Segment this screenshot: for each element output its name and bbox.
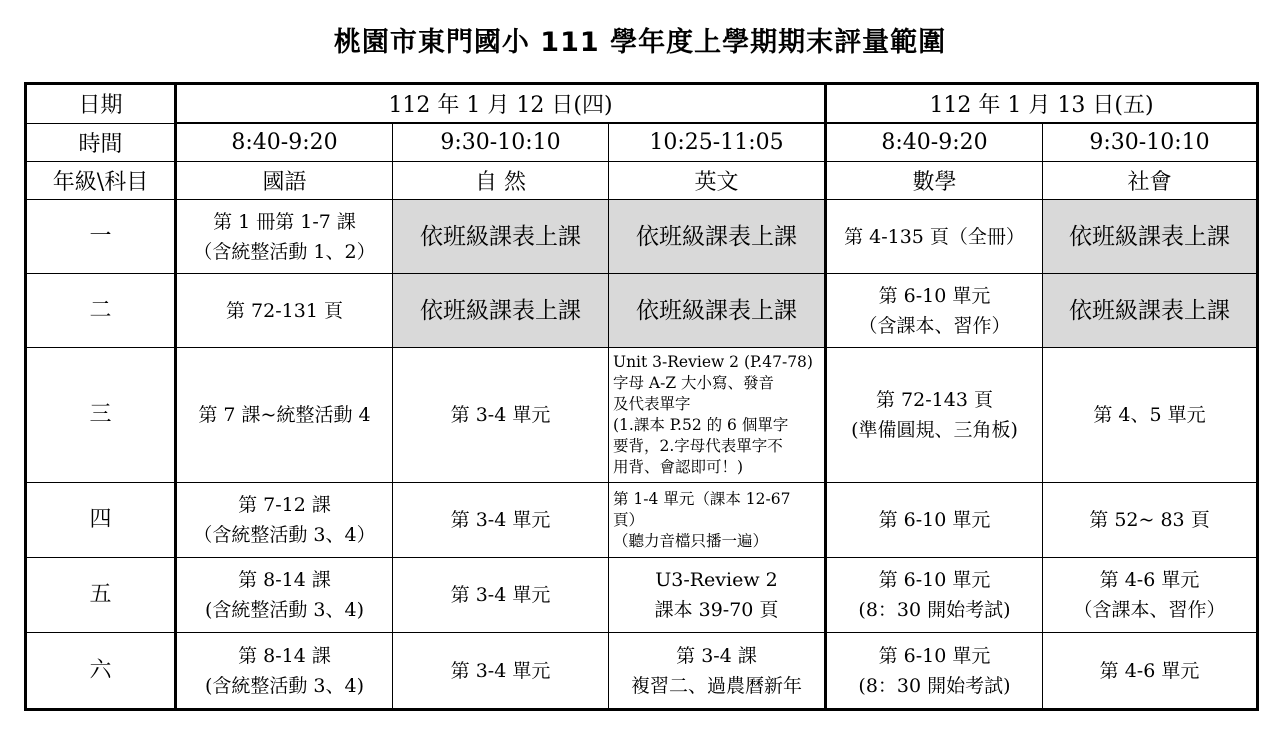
range-text: 第 52~ 83 頁 bbox=[1089, 509, 1210, 531]
subject-cell: 自 然 bbox=[393, 162, 609, 200]
range-text: 第 1 冊第 1-7 課 bbox=[213, 210, 356, 233]
range-text: (8：30 開始考試) bbox=[858, 599, 1011, 621]
time-row bbox=[26, 123, 1258, 162]
grade-label: 五 bbox=[26, 558, 176, 633]
subject-label: 年級\科目 bbox=[26, 162, 176, 200]
range-text: U3-Review 2 bbox=[655, 569, 778, 591]
exam-range-cell bbox=[826, 633, 1043, 710]
range-text: （含課本、習作） bbox=[1073, 599, 1226, 621]
grade-label: 一 bbox=[26, 200, 176, 274]
range-text: 依班級課表上課 bbox=[420, 297, 581, 324]
range-text: 依班級課表上課 bbox=[1069, 297, 1230, 324]
range-text: 第 7-12 課 bbox=[238, 494, 331, 516]
range-text: 第 7 課~統整活動 4 bbox=[198, 404, 371, 426]
range-text: 第 72-143 頁 bbox=[876, 389, 993, 411]
exam-range-cell bbox=[393, 483, 609, 558]
exam-range-cell bbox=[1043, 558, 1258, 633]
exam-range-cell bbox=[609, 274, 826, 348]
day1-header: 112 年 1 月 12 日(四) bbox=[176, 84, 826, 124]
time-cell: 9:30-10:10 bbox=[1043, 123, 1258, 162]
range-text: 第 3-4 單元 bbox=[450, 509, 551, 531]
exam-range-cell bbox=[176, 200, 393, 274]
range-text: 第 4-6 單元 bbox=[1099, 569, 1200, 591]
exam-schedule-table bbox=[24, 82, 1259, 711]
grade-row bbox=[26, 348, 1258, 483]
exam-range-cell bbox=[1043, 348, 1258, 483]
grade-label: 四 bbox=[26, 483, 176, 558]
exam-range-cell bbox=[826, 558, 1043, 633]
exam-range-cell bbox=[609, 633, 826, 710]
range-text: 第 3-4 單元 bbox=[450, 404, 551, 426]
exam-range-cell bbox=[393, 558, 609, 633]
exam-range-cell bbox=[176, 348, 393, 483]
exam-range-cell bbox=[393, 348, 609, 483]
grade-label: 二 bbox=[26, 274, 176, 348]
exam-range-cell bbox=[176, 633, 393, 710]
range-text: （含統整活動 1、2） bbox=[193, 240, 376, 263]
range-text: 第 6-10 單元 bbox=[878, 569, 991, 591]
subject-row bbox=[26, 162, 1258, 200]
day2-header: 112 年 1 月 13 日(五) bbox=[826, 84, 1258, 124]
range-text: 用背、會認即可！) bbox=[613, 458, 744, 476]
range-text: 及代表單字 bbox=[613, 395, 691, 413]
range-text: 頁） bbox=[613, 510, 645, 529]
range-text: 依班級課表上課 bbox=[636, 223, 797, 250]
range-text: (準備圓規、三角板) bbox=[851, 419, 1018, 441]
range-text: 第 4-135 頁（全冊） bbox=[844, 225, 1025, 248]
range-text: 第 6-10 單元 bbox=[878, 509, 991, 531]
date-row bbox=[26, 84, 1258, 124]
subject-cell: 社會 bbox=[1043, 162, 1258, 200]
range-text: 要背，2.字母代表單字不 bbox=[613, 437, 783, 455]
subject-cell: 英文 bbox=[609, 162, 826, 200]
subject-cell: 數學 bbox=[826, 162, 1043, 200]
subject-cell: 國語 bbox=[176, 162, 393, 200]
exam-range-cell bbox=[393, 633, 609, 710]
exam-range-cell bbox=[393, 274, 609, 348]
range-text: 第 72-131 頁 bbox=[226, 299, 343, 322]
grade-row bbox=[26, 200, 1258, 274]
range-text: （含課本、習作） bbox=[858, 314, 1011, 337]
range-text: Unit 3-Review 2 (P.47-78) bbox=[613, 353, 813, 371]
page-title: 桃園市東門國小 111 學年度上學期期末評量範圍 bbox=[333, 27, 947, 58]
exam-range-cell bbox=[176, 274, 393, 348]
exam-range-cell bbox=[826, 483, 1043, 558]
range-text: 第 4-6 單元 bbox=[1099, 659, 1200, 682]
time-cell: 10:25-11:05 bbox=[609, 123, 826, 162]
range-text: 依班級課表上課 bbox=[420, 223, 581, 250]
exam-range-cell bbox=[826, 200, 1043, 274]
exam-range-cell bbox=[1043, 483, 1258, 558]
exam-range-cell bbox=[1043, 274, 1258, 348]
range-text: (1.課本 P.52 的 6 個單字 bbox=[613, 416, 789, 434]
exam-range-cell bbox=[826, 274, 1043, 348]
range-text: 第 8-14 課 bbox=[238, 644, 331, 667]
range-text: （聽力音檔只播一遍） bbox=[613, 531, 769, 550]
grade-rows bbox=[26, 200, 1258, 710]
exam-range-cell bbox=[176, 483, 393, 558]
range-text: 字母 A-Z 大小寫、發音 bbox=[613, 374, 775, 392]
range-text: 課本 39-70 頁 bbox=[654, 599, 779, 621]
exam-range-cell bbox=[1043, 200, 1258, 274]
range-text: 第 6-10 單元 bbox=[878, 644, 991, 667]
grade-label: 六 bbox=[26, 633, 176, 710]
range-text: 第 1-4 單元（課本 12-67 bbox=[613, 489, 791, 508]
exam-range-cell bbox=[609, 348, 826, 483]
range-text: 複習二、過農曆新年 bbox=[630, 674, 802, 697]
exam-range-cell bbox=[176, 558, 393, 633]
exam-range-cell bbox=[609, 558, 826, 633]
time-cell: 9:30-10:10 bbox=[393, 123, 609, 162]
exam-range-cell bbox=[826, 348, 1043, 483]
range-text: 第 3-4 課 bbox=[676, 644, 757, 667]
range-text: 第 4、5 單元 bbox=[1093, 404, 1206, 426]
range-text: (含統整活動 3、4) bbox=[204, 674, 365, 697]
range-text: 第 3-4 單元 bbox=[450, 659, 551, 682]
time-label: 時間 bbox=[26, 123, 176, 162]
grade-row bbox=[26, 633, 1258, 710]
grade-row bbox=[26, 558, 1258, 633]
range-text: 依班級課表上課 bbox=[636, 297, 797, 324]
grade-row bbox=[26, 483, 1258, 558]
time-cell: 8:40-9:20 bbox=[176, 123, 393, 162]
range-text: （含統整活動 3、4） bbox=[193, 524, 376, 546]
range-text: 第 6-10 單元 bbox=[878, 284, 991, 307]
range-text: 第 3-4 單元 bbox=[450, 584, 551, 606]
exam-range-cell bbox=[609, 200, 826, 274]
grade-row bbox=[26, 274, 1258, 348]
exam-range-cell bbox=[393, 200, 609, 274]
exam-range-cell bbox=[1043, 633, 1258, 710]
range-text: 第 8-14 課 bbox=[238, 569, 331, 591]
time-cell: 8:40-9:20 bbox=[826, 123, 1043, 162]
exam-range-cell bbox=[609, 483, 826, 558]
date-label: 日期 bbox=[26, 84, 176, 124]
grade-label: 三 bbox=[26, 348, 176, 483]
range-text: (含統整活動 3、4) bbox=[204, 599, 365, 621]
range-text: 依班級課表上課 bbox=[1069, 223, 1230, 250]
range-text: (8：30 開始考試) bbox=[858, 674, 1011, 697]
